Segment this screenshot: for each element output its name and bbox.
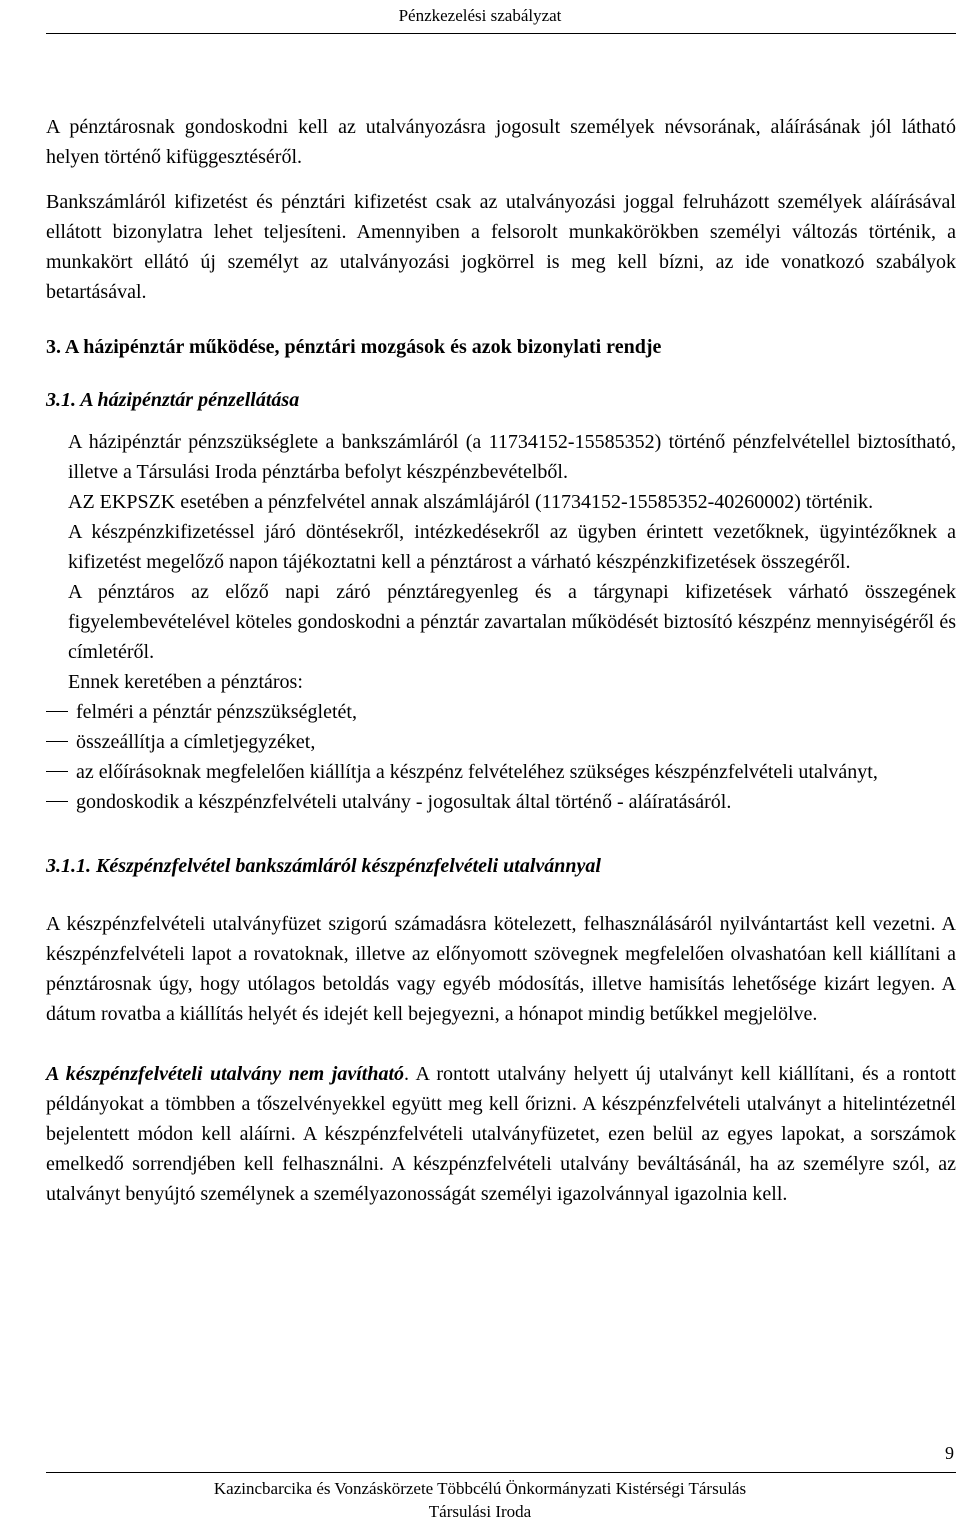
cashier-task-list: [46, 697, 956, 817]
paragraph-cash-decisions: A készpénzkifizetéssel járó döntésekről, intézkedésekről az ügyben érintett vezetőknek, ügyintézőknek a kifizetést megelőző napon tájékoztatni kell a pénztárost a várható készpénzkifizetések összegéről.: [68, 521, 956, 573]
dash-bullet: [46, 771, 68, 772]
running-footer: [0, 1477, 960, 1523]
section-heading-3-1: 3.1. A házipénztár pénzellátása: [46, 389, 300, 411]
footer-divider: [46, 1472, 956, 1473]
dash-bullet: [46, 801, 68, 802]
paragraph-voucher-rules: A készpénzfelvételi utalvány nem javítható. A rontott utalvány helyett új utalványt kell kiállítani, és a rontott példányokat a tömbben a tőszelvényekkel együtt meg kell őrizni. A készpénzfelvételi utalványt a hitelintézetnél bejelentett módon kell aláírni. A készpénzfelvételi utalványfüzetet, ezen belül az egyes lapokat, a sorszámok emelkedő sorrendjében kell felhasználni. A készpénzfelvételi utalvány beváltásánál, ha az személyre szól, az utalványt benyújtó személynek a személyazonosságát személyi igazolvánnyal igazolnia kell.: [46, 1063, 956, 1205]
running-header: Pénzkezelési szabályzat: [398, 6, 562, 25]
list-item: felméri a pénztár pénzszükségletét,: [46, 697, 956, 727]
dash-bullet: [46, 711, 68, 712]
paragraph-voucher-booklet: A készpénzfelvételi utalványfüzet szigorú számadásra kötelezett, felhasználásáról nyilvántartást kell vezetni. A készpénzfelvételi lapot a rovatoknak, illetve az előnyomott szövegnek megfelelően olvashatóan kell kiállítani a pénztárosnak úgy, hogy utólagos betoldás vagy egyéb módosítás, illetve hamisítás lehetősége kizárt legyen. A dátum rovatba a kiállítás helyét és idejét kell bejegyezni, a hónapot mindig betűkkel megjelölve.: [46, 913, 956, 1025]
footer-organization: Kazincbarcika és Vonzáskörzete Többcélú Önkormányzati Kistérségi Társulás: [213, 1479, 747, 1498]
paragraph-bank-payments: Bankszámláról kifizetést és pénztári kifizetést csak az utalványozási joggal felruházott személyek aláírásával ellátott bizonylatra lehet teljesíteni. Amennyiben a felsorolt munkakörökben személyi változás történik, a munkakört ellátó új személyt az utalványozási jogkörrel is meg kell bízni, az ide vonatkozó szabályok betartásával.: [46, 191, 956, 303]
paragraph-cashier-duties: A pénztáros az előző napi záró pénztáregyenleg és a tárgynapi kifizetések várható összegének figyelembevételével köteles gondoskodni a pénztár zavartalan működését biztosító készpénz mennyiségéről és címletéről.: [68, 581, 956, 663]
section-heading-3: 3. A házipénztár működése, pénztári mozgások és azok bizonylati rendje: [46, 336, 662, 358]
page-number: 9: [945, 1443, 954, 1463]
list-item: összeállítja a címletjegyzéket,: [46, 727, 956, 757]
page-content: [46, 112, 956, 1209]
emphasis-not-correctable: A készpénzfelvételi utalvány nem javítható: [46, 1063, 405, 1085]
paragraph-ekpszk: AZ EKPSZK esetében a pénzfelvétel annak alszámlájáról (11734152-15585352-40260002) történik.: [68, 491, 874, 513]
list-item: gondoskodik a készpénzfelvételi utalvány - jogosultak által történő - aláíratásáról.: [46, 787, 956, 817]
paragraph-cash-need: A házipénztár pénzszükséglete a bankszámláról (a 11734152-15585352) történő pénzfelvétellel biztosítható, illetve a Társulási Iroda pénztárba befolyt készpénzbevételből.: [68, 431, 956, 483]
dash-bullet: [46, 741, 68, 742]
section-heading-3-1-1: 3.1.1. Készpénzfelvétel bankszámláról készpénzfelvételi utalvánnyal: [46, 855, 601, 877]
paragraph-signature-list: A pénztárosnak gondoskodni kell az utalványozásra jogosult személyek névsorának, aláírásának jól látható helyen történő kifüggesztéséről.: [46, 116, 956, 168]
footer-office: Társulási Iroda: [428, 1502, 532, 1521]
paragraph-list-intro: Ennek keretében a pénztáros:: [68, 671, 303, 693]
section-3-1-body: [68, 427, 956, 697]
list-item: az előírásoknak megfelelően kiállítja a készpénz felvételéhez szükséges készpénzfelvételi utalványt,: [46, 757, 956, 787]
header-divider: [46, 33, 956, 34]
